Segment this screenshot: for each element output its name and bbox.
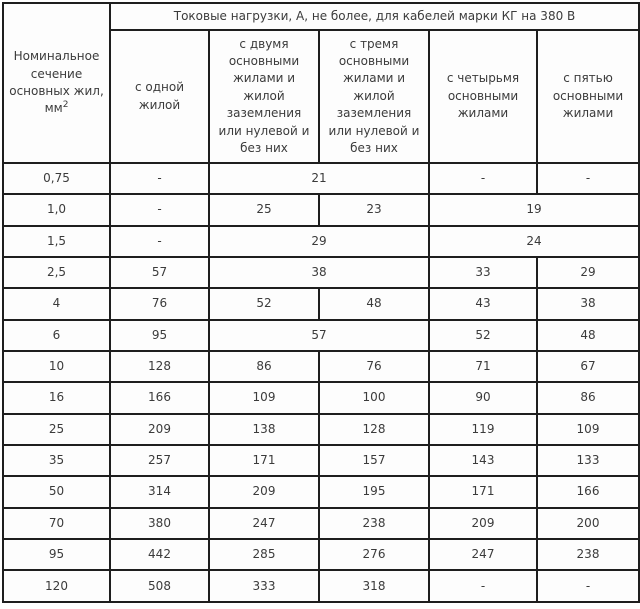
value-cell: 95 <box>110 320 209 351</box>
value-cell: 100 <box>319 382 429 413</box>
title-row <box>3 3 639 30</box>
table-body <box>3 163 639 602</box>
section-cell: 4 <box>3 288 110 319</box>
section-cell: 35 <box>3 445 110 476</box>
value-cell: 52 <box>209 288 319 319</box>
value-cell: 38 <box>537 288 639 319</box>
section-cell: 25 <box>3 414 110 445</box>
section-cell: 50 <box>3 476 110 507</box>
table-head <box>3 3 639 163</box>
table-row <box>3 351 639 382</box>
value-cell: 238 <box>537 539 639 570</box>
value-cell: 247 <box>429 539 537 570</box>
value-cell: - <box>110 194 209 225</box>
value-cell: 76 <box>319 351 429 382</box>
value-cell: 43 <box>429 288 537 319</box>
corner-header-cell <box>3 3 110 163</box>
value-cell: 76 <box>110 288 209 319</box>
value-cell: 209 <box>110 414 209 445</box>
value-cell: 247 <box>209 508 319 539</box>
table-title: Токовые нагрузки, А, не более, для кабелей марки КГ на 380 В <box>110 3 639 30</box>
value-cell: 333 <box>209 570 319 602</box>
value-cell: 109 <box>537 414 639 445</box>
value-cell: 19 <box>429 194 639 225</box>
value-cell: 128 <box>110 351 209 382</box>
value-cell: 67 <box>537 351 639 382</box>
value-cell: 318 <box>319 570 429 602</box>
value-cell: 508 <box>110 570 209 602</box>
value-cell: 166 <box>537 476 639 507</box>
section-cell: 70 <box>3 508 110 539</box>
value-cell: 71 <box>429 351 537 382</box>
table-row <box>3 414 639 445</box>
value-cell: 90 <box>429 382 537 413</box>
column-header: с двумя основными жилами и жилой заземления или нулевой и без них <box>209 30 319 163</box>
value-cell: 128 <box>319 414 429 445</box>
value-cell: - <box>429 163 537 194</box>
value-cell: 380 <box>110 508 209 539</box>
value-cell: 57 <box>209 320 429 351</box>
section-cell: 0,75 <box>3 163 110 194</box>
corner-header-superscript: 2 <box>62 100 69 111</box>
value-cell: 29 <box>209 226 429 257</box>
value-cell: - <box>110 226 209 257</box>
column-header: с тремя основными жилами и жилой заземления или нулевой и без них <box>319 30 429 163</box>
value-cell: 166 <box>110 382 209 413</box>
table-row <box>3 539 639 570</box>
section-cell: 16 <box>3 382 110 413</box>
value-cell: 86 <box>537 382 639 413</box>
section-cell: 6 <box>3 320 110 351</box>
table-row <box>3 570 639 602</box>
value-cell: 86 <box>209 351 319 382</box>
value-cell: - <box>110 163 209 194</box>
section-cell: 1,0 <box>3 194 110 225</box>
value-cell: 195 <box>319 476 429 507</box>
value-cell: - <box>537 570 639 602</box>
column-header: с одной жилой <box>110 30 209 163</box>
table-row <box>3 257 639 288</box>
value-cell: 314 <box>110 476 209 507</box>
table-row <box>3 288 639 319</box>
table-row <box>3 445 639 476</box>
table-row <box>3 226 639 257</box>
column-header: с четырьмя основными жилами <box>429 30 537 163</box>
current-load-table <box>2 2 640 603</box>
value-cell: 48 <box>537 320 639 351</box>
value-cell: - <box>537 163 639 194</box>
section-cell: 95 <box>3 539 110 570</box>
value-cell: 171 <box>429 476 537 507</box>
section-cell: 2,5 <box>3 257 110 288</box>
value-cell: - <box>429 570 537 602</box>
value-cell: 257 <box>110 445 209 476</box>
value-cell: 25 <box>209 194 319 225</box>
value-cell: 29 <box>537 257 639 288</box>
value-cell: 442 <box>110 539 209 570</box>
value-cell: 200 <box>537 508 639 539</box>
value-cell: 38 <box>209 257 429 288</box>
value-cell: 209 <box>429 508 537 539</box>
table-row <box>3 382 639 413</box>
column-header: с пятью основными жилами <box>537 30 639 163</box>
value-cell: 24 <box>429 226 639 257</box>
value-cell: 276 <box>319 539 429 570</box>
table-row <box>3 194 639 225</box>
value-cell: 138 <box>209 414 319 445</box>
section-cell: 1,5 <box>3 226 110 257</box>
value-cell: 52 <box>429 320 537 351</box>
table-row <box>3 476 639 507</box>
value-cell: 33 <box>429 257 537 288</box>
value-cell: 57 <box>110 257 209 288</box>
section-cell: 120 <box>3 570 110 602</box>
value-cell: 143 <box>429 445 537 476</box>
corner-header-text: Номинальное сечение основных жил, мм <box>9 49 104 116</box>
value-cell: 21 <box>209 163 429 194</box>
value-cell: 133 <box>537 445 639 476</box>
value-cell: 109 <box>209 382 319 413</box>
value-cell: 285 <box>209 539 319 570</box>
table-row <box>3 508 639 539</box>
value-cell: 157 <box>319 445 429 476</box>
value-cell: 171 <box>209 445 319 476</box>
value-cell: 48 <box>319 288 429 319</box>
table-row <box>3 163 639 194</box>
value-cell: 238 <box>319 508 429 539</box>
table-row <box>3 320 639 351</box>
value-cell: 209 <box>209 476 319 507</box>
value-cell: 119 <box>429 414 537 445</box>
section-cell: 10 <box>3 351 110 382</box>
value-cell: 23 <box>319 194 429 225</box>
